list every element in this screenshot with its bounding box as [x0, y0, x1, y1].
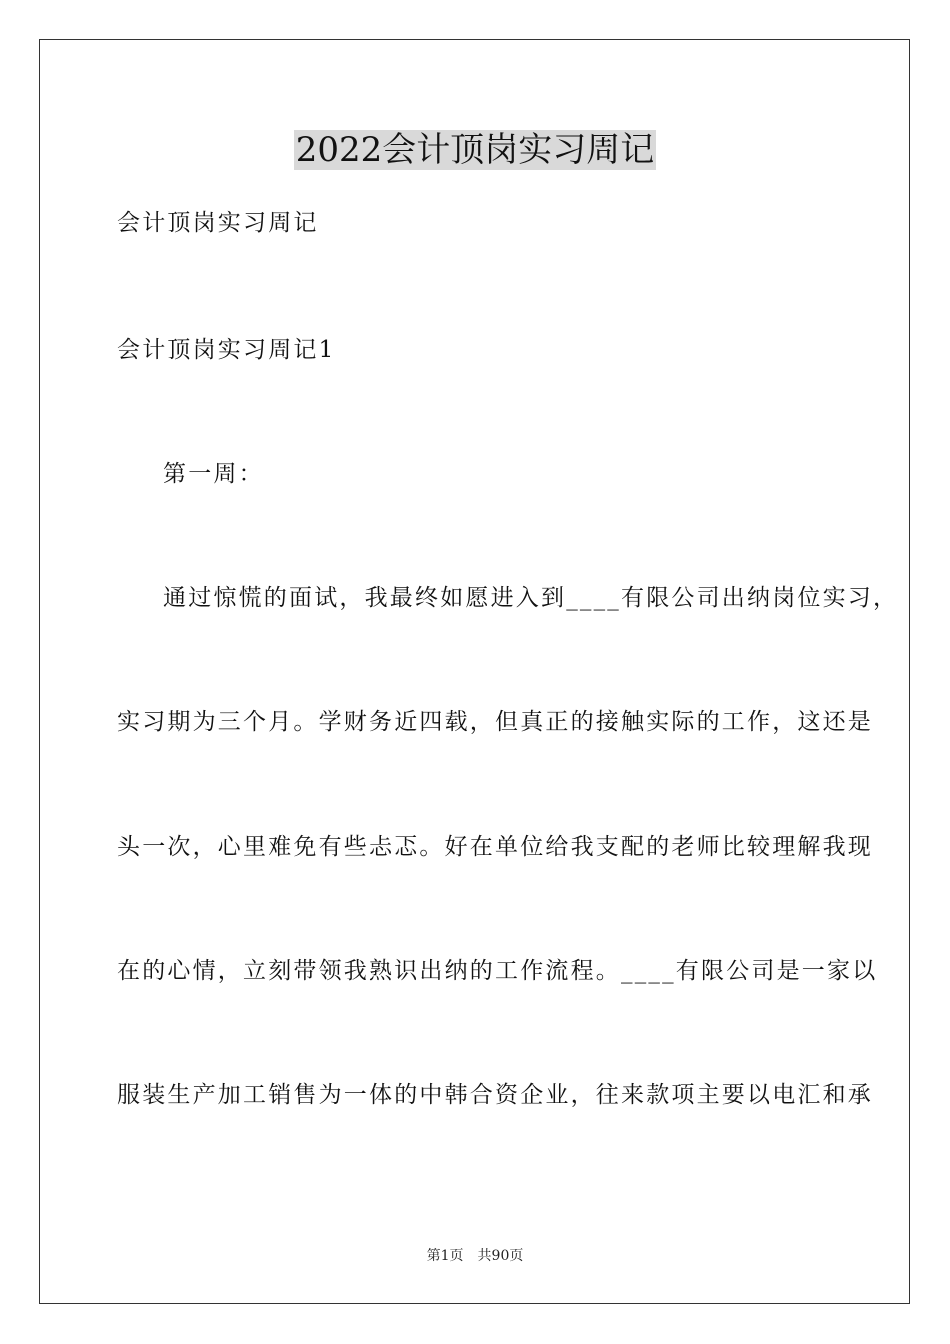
- document-title: [0, 128, 950, 172]
- week-heading: 第一周：: [163, 461, 264, 487]
- paragraph-line: 头一次，心里难免有些忐忑。好在单位给我支配的老师比较理解我现: [117, 834, 873, 860]
- paragraph-line: 服装生产加工销售为一体的中韩合资企业，往来款项主要以电汇和承: [117, 1082, 873, 1108]
- subtitle-line: 会计顶岗实习周记: [117, 210, 319, 236]
- page-footer: [0, 1246, 950, 1266]
- paragraph-line: 实习期为三个月。学财务近四载，但真正的接触实际的工作，这还是: [117, 709, 873, 735]
- paragraph-line: 通过惊慌的面试，我最终如愿进入到____有限公司出纳岗位实习，: [163, 585, 899, 611]
- page-total: 共90页: [477, 1248, 524, 1264]
- paragraph-line: 在的心情，立刻带领我熟识出纳的工作流程。____有限公司是一家以: [117, 958, 878, 984]
- section-heading: 会计顶岗实习周记1: [117, 337, 336, 363]
- document-title-text: 2022会计顶岗实习周记: [295, 130, 655, 170]
- page-number: 第1页: [426, 1248, 464, 1264]
